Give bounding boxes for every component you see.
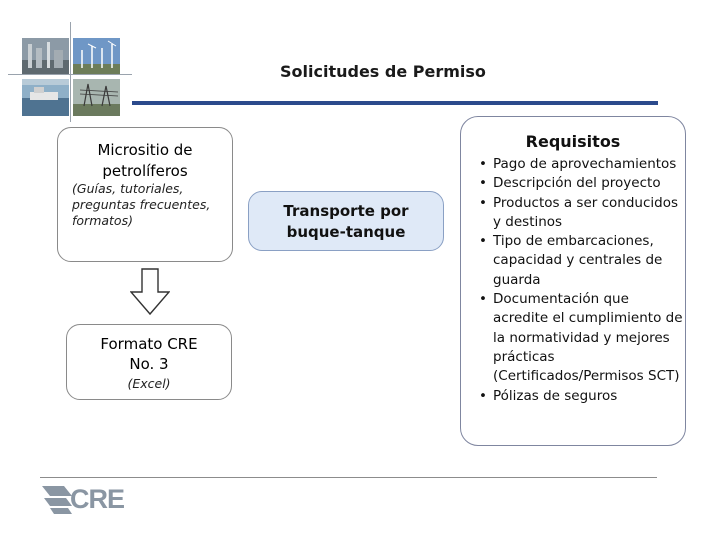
formato-note: (Excel) bbox=[127, 376, 171, 391]
photo-tiles bbox=[22, 38, 120, 116]
list-item: • Tipo de embarcaciones, capacidad y centrales de guarda bbox=[479, 233, 663, 288]
list-item: • Descripción del proyecto bbox=[479, 175, 661, 192]
transporte-box bbox=[248, 191, 444, 251]
transporte-line1: Transporte por bbox=[283, 202, 409, 220]
formato-box bbox=[66, 324, 232, 400]
list-item: • Documentación que acredite el cumplimiento de la normatividad y mejores prácticas (Certificados/Permisos SCT) bbox=[479, 291, 683, 385]
requisitos-heading: Requisitos bbox=[525, 132, 621, 151]
micrositio-heading-line1: Micrositio de bbox=[97, 141, 193, 159]
header-vertical-line bbox=[70, 22, 71, 122]
footer-line bbox=[40, 477, 657, 478]
logo-text: CRE bbox=[70, 484, 125, 514]
list-item: • Pago de aprovechamientos bbox=[479, 156, 677, 172]
requisitos-list bbox=[477, 155, 683, 406]
micrositio-note: (Guías, tutoriales, preguntas frecuentes, formatos) bbox=[72, 181, 211, 228]
requisitos-box bbox=[460, 116, 686, 446]
formato-heading bbox=[67, 334, 231, 374]
page-title: Solicitudes de Permiso bbox=[280, 62, 486, 81]
down-arrow-icon bbox=[130, 268, 170, 316]
power-lines-photo bbox=[73, 79, 120, 116]
transporte-line2: buque-tanque bbox=[286, 223, 406, 241]
ship-photo bbox=[22, 79, 69, 116]
formato-heading-line2: No. 3 bbox=[129, 355, 169, 373]
formato-heading-line1: Formato CRE bbox=[100, 335, 198, 353]
list-item: • Pólizas de seguros bbox=[479, 387, 618, 404]
transporte-label bbox=[249, 201, 443, 243]
micrositio-heading bbox=[58, 140, 232, 182]
energy-photo-mosaic bbox=[22, 38, 120, 116]
list-item: • Productos a ser conducidos y destinos bbox=[479, 194, 678, 230]
micrositio-heading-line2: petrolíferos bbox=[102, 162, 188, 180]
wind-turbines-photo bbox=[73, 38, 120, 75]
title-underline bbox=[132, 101, 658, 105]
micrositio-box bbox=[57, 127, 233, 262]
refinery-photo bbox=[22, 38, 69, 75]
